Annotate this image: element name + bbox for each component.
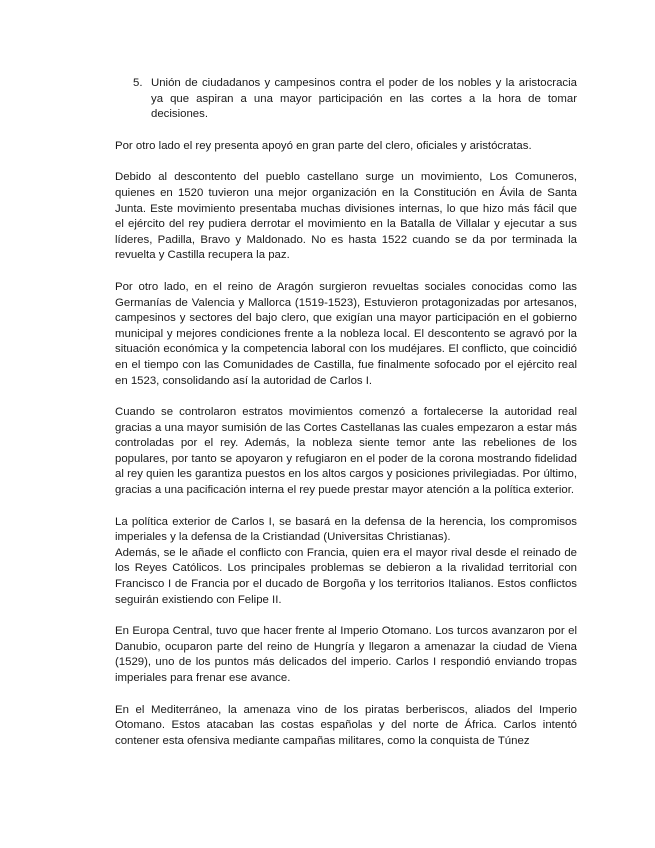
document-body: [115, 76, 577, 765]
paragraph-comuneros: Debido al descontento del pueblo castellano surge un movimiento, Los Comuneros, quienes en 1520 tuvieron una mejor organización en la Constitución en Ávila de Santa Junta. Este movimiento presentaba muchas divisiones internas, lo que hizo más fácil que el ejército del rey pudiera derrotar el movimiento en la Batalla de Villalar y ejecutar a sus líderes, Padilla, Bravo y Maldonado. No es hasta 1522 cuando se da por terminada la revuelta y Castilla recupera la paz.: [115, 171, 577, 262]
paragraph-conflicto-francia: Además, se le añade el conflicto con Francia, quien era el mayor rival desde el reinado de los Reyes Católicos. Los principales problemas se debieron a la rivalidad territorial con Francisco I de Francia por el ducado de Borgoña y los territorios Italianos. Estos conflictos seguirán existiendo con Felipe II.: [115, 546, 577, 606]
list-text: Unión de ciudadanos y campesinos contra el poder de los nobles y la aristocracia ya que aspiran a una mayor participación en las cortes a la hora de tomar decisiones.: [151, 77, 577, 121]
list-number: 5.: [133, 77, 143, 89]
paragraph-mediterraneo: En el Mediterráneo, la amenaza vino de los piratas berberiscos, aliados del Imperio Otomano. Estos atacaban las costas españolas y del norte de África. Carlos intentó contener esta ofensiva mediante campañas militares, como la conquista de Túnez: [115, 703, 577, 747]
paragraph-europa-central: En Europa Central, tuvo que hacer frente al Imperio Otomano. Los turcos avanzaron por el Danubio, ocuparon parte del reino de Hungría y llegaron a amenazar la ciudad de Viena (1529), uno de los puntos más delicados del imperio. Carlos I respondió enviando tropas imperiales para frenar ese avance.: [115, 625, 577, 684]
paragraph-autoridad-real: Cuando se controlaron estratos movimientos comenzó a fortalecerse la autoridad real gracias a una mayor sumisión de las Cortes Castellanas las cuales empezaron a estar más controladas por el rey. Además, la nobleza siente temor ante las rebeliones de los populares, por tanto se apoyaron y refugiaron en el poder de la corona mostrando fidelidad al rey quien les garantiza puestos en los altos cargos y posiciones privilegiadas. Por último, gracias a una pacificación interna el rey puede prestar mayor atención a la política exterior.: [115, 406, 577, 497]
numbered-list-item: [133, 76, 577, 123]
paragraph-rey-apoyo: Por otro lado el rey presenta apoyó en gran parte del clero, oficiales y aristócratas.: [115, 139, 532, 152]
paragraph-politica-exterior: La política exterior de Carlos I, se basará en la defensa de la herencia, los compromisos imperiales y la defensa de la Cristiandad (Universitas Christianas).: [115, 515, 577, 544]
paragraph-germanias: Por otro lado, en el reino de Aragón surgieron revueltas sociales conocidas como las Germanías de Valencia y Mallorca (1519-1523), Estuvieron protagonizadas por artesanos, campesinos y sectores del bajo clero, que exigían una mayor participación en el gobierno municipal y mejores condiciones frente a la nobleza local. El descontento se agravó por la situación económica y la competencia laboral con los mudéjares. El conflicto, que coincidió en el tiempo con las Comunidades de Castilla, fue finalmente sofocado por el ejército real en 1523, consolidando así la autoridad de Carlos I.: [115, 280, 577, 387]
